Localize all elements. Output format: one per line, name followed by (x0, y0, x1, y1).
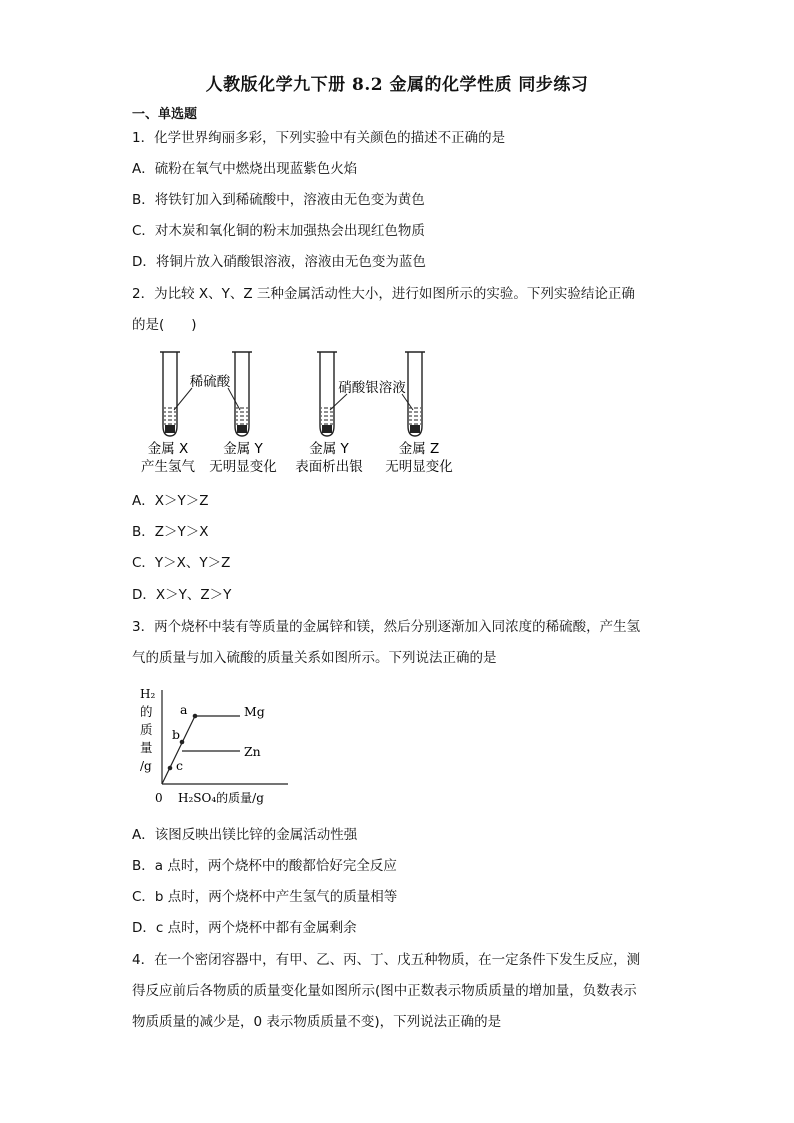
tube-2-metal: 金属 Y (223, 441, 263, 457)
page-title: 人教版化学九下册 8.2 金属的化学性质 同步练习 (205, 75, 589, 95)
q2-option-a: A．X＞Y＞Z (132, 493, 209, 509)
test-tube-x (160, 352, 180, 436)
q4-stem-line1: 4．在一个密闭容器中，有甲、乙、丙、丁、戊五种物质，在一定条件下发生反应，测 (132, 952, 641, 968)
q3-stem-line2: 气的质量与加入硫酸的质量关系如图所示。下列说法正确的是 (132, 650, 497, 666)
point-b-label: b (172, 727, 181, 742)
q1-stem: 1．化学世界绚丽多彩，下列实验中有关颜色的描述不正确的是 (132, 130, 506, 146)
test-tube-figure (132, 346, 462, 476)
tube-1-result: 产生氢气 (141, 459, 195, 475)
origin-label: 0 (155, 791, 163, 805)
test-tube-y-acid (232, 352, 252, 436)
y-label-unit: /g (140, 759, 152, 773)
q1-option-b: B．将铁钉加入到稀硫酸中，溶液由无色变为黄色 (132, 192, 425, 208)
q2-stem-line2: 的是( ) (132, 317, 197, 333)
tube-2-result: 无明显变化 (209, 459, 277, 475)
label-silver-nitrate: 硝酸银溶液 (338, 380, 406, 396)
test-tube-z (405, 352, 425, 436)
point-a-label: a (180, 702, 188, 717)
series-zn-label: Zn (244, 744, 261, 759)
q3-option-c: C．b 点时，两个烧杯中产生氢气的质量相等 (132, 889, 398, 905)
y-label-zhi: 质 (140, 722, 153, 737)
q3-stem-line1: 3．两个烧杯中装有等质量的金属锌和镁，然后分别逐渐加入同浓度的稀硫酸，产生氢 (132, 619, 641, 635)
point-a-marker (193, 714, 198, 719)
tube-3-metal: 金属 Y (309, 441, 349, 457)
hydrogen-mass-graph (132, 684, 292, 808)
q3-option-b: B．a 点时，两个烧杯中的酸都恰好完全反应 (132, 858, 397, 874)
series-mg-label: Mg (244, 704, 265, 719)
tube-1-metal: 金属 X (147, 441, 189, 457)
point-c-label: c (176, 758, 184, 773)
tube-4-metal: 金属 Z (398, 441, 440, 457)
test-tube-y-silver (317, 352, 337, 436)
label-dilute-sulfuric-acid: 稀硫酸 (189, 374, 231, 390)
tube-3-result: 表面析出银 (295, 459, 363, 475)
q1-option-a: A．硫粉在氧气中燃烧出现蓝紫色火焰 (132, 161, 358, 177)
q2-option-b: B．Z＞Y＞X (132, 524, 209, 540)
section-heading: 一、单选题 (132, 107, 198, 122)
q3-option-a: A．该图反映出镁比锌的金属活动性强 (132, 827, 358, 843)
q2-option-c: C．Y＞X、Y＞Z (132, 555, 231, 571)
q3-option-d: D．c 点时，两个烧杯中都有金属剩余 (132, 920, 357, 936)
y-label-h2: H₂ (140, 687, 156, 701)
q1-option-c: C．对木炭和氧化铜的粉末加强热会出现红色物质 (132, 223, 425, 239)
q2-option-d: D．X＞Y、Z＞Y (132, 587, 232, 603)
y-label-de: 的 (140, 704, 153, 719)
x-axis-label: H₂SO₄的质量/g (178, 791, 264, 805)
q2-stem-line1: 2．为比较 X、Y、Z 三种金属活动性大小，进行如图所示的实验。下列实验结论正确 (132, 286, 635, 302)
point-c-marker (168, 766, 173, 771)
tube-4-result: 无明显变化 (385, 459, 453, 475)
point-b-marker (180, 740, 185, 745)
q4-stem-line3: 物质质量的减少是，0 表示物质质量不变)，下列说法正确的是 (132, 1014, 502, 1030)
y-label-liang: 量 (140, 740, 153, 755)
q4-stem-line2: 得反应前后各物质的质量变化量如图所示(图中正数表示物质质量的增加量，负数表示 (132, 983, 637, 999)
q1-option-d: D．将铜片放入硝酸银溶液，溶液由无色变为蓝色 (132, 254, 426, 270)
